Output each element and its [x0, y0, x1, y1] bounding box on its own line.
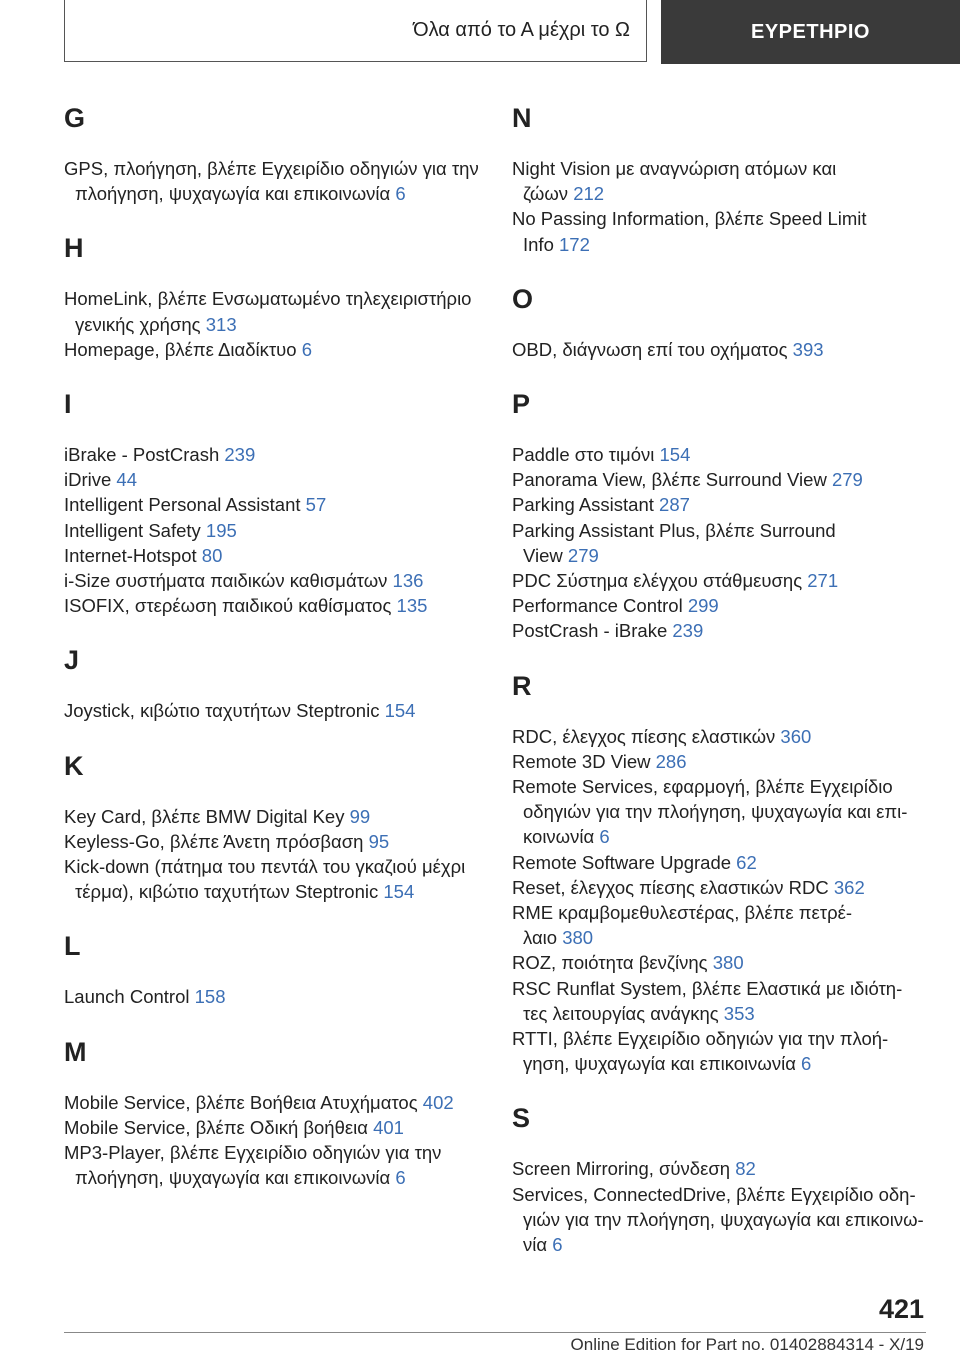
- section-letter: H: [64, 233, 84, 264]
- index-entry: No Passing Information, βλέπε Speed Limit Info 172: [512, 208, 867, 255]
- index-entry: iDrive 44: [64, 469, 137, 491]
- page-link[interactable]: 57: [305, 494, 327, 516]
- page-link[interactable]: 271: [807, 570, 839, 592]
- footer-edition: Online Edition for Part no. 01402884314 - X/19: [570, 1335, 924, 1354]
- section-letter: P: [512, 389, 531, 420]
- index-entry: Paddle στο τιμόνι 154: [512, 444, 691, 466]
- page-link[interactable]: 239: [672, 620, 704, 642]
- index-entry: RSC Runflat System, βλέπε Ελαστικά με ιδιότη- τες λειτουργίας ανάγκης 353: [512, 977, 903, 1024]
- index-entry: MP3-Player, βλέπε Εγχειρίδιο οδηγιών για την πλοήγηση, ψυχαγωγία και επικοινωνία 6: [64, 1142, 442, 1189]
- index-entry: ROZ, ποιότητα βενζίνης 380: [512, 952, 744, 974]
- index-section-o: [512, 271, 942, 362]
- index-entry: Services, ConnectedDrive, βλέπε Εγχειρίδιο οδη- γιών για την πλοήγηση, ψυχαγωγία και επικοινω- νία 6: [512, 1183, 924, 1256]
- page-number: 421: [878, 1294, 924, 1324]
- index-entry: Internet-Hotspot 80: [64, 544, 223, 566]
- index-entry: HomeLink, βλέπε Ενσωματωμένο τηλεχειριστήριο γενικής χρήσης 313: [64, 288, 472, 335]
- section-letter: N: [512, 103, 532, 133]
- page-link[interactable]: 286: [655, 750, 687, 772]
- page-link[interactable]: 82: [735, 1158, 756, 1180]
- section-letter: J: [64, 645, 80, 676]
- section-letter: K: [64, 750, 84, 781]
- page-link[interactable]: 154: [384, 700, 416, 722]
- index-entry: i-Size συστήματα παιδικών καθισμάτων 136: [64, 570, 424, 592]
- index-entry: Homepage, βλέπε Διαδίκτυο 6: [64, 338, 313, 360]
- page-link[interactable]: 401: [373, 1116, 404, 1138]
- index-section-l: [64, 918, 494, 1009]
- page-link[interactable]: 6: [801, 1053, 812, 1075]
- index-entry: Mobile Service, βλέπε Βοήθεια Ατυχήματος 402: [64, 1091, 454, 1113]
- index-entry: Key Card, βλέπε BMW Digital Key 99: [64, 805, 371, 827]
- section-letter: R: [512, 670, 532, 701]
- index-section-s: [512, 1090, 942, 1257]
- index-section-h: [64, 220, 494, 362]
- index-section-g: [64, 90, 494, 206]
- index-column-left: [64, 90, 494, 1190]
- index-entry: GPS, πλοήγηση, βλέπε Εγχειρίδιο οδηγιών για την πλοήγηση, ψυχαγωγία και επικοινωνία 6: [64, 158, 479, 205]
- header-bar: [0, 0, 960, 64]
- section-letter: S: [512, 1103, 531, 1134]
- page-link[interactable]: 353: [723, 1002, 755, 1024]
- index-entry: Launch Control 158: [64, 986, 226, 1008]
- index-entry: Mobile Service, βλέπε Οδική βοήθεια 401: [64, 1116, 404, 1138]
- page-link[interactable]: 313: [205, 313, 237, 335]
- index-entry: Remote Services, εφαρμογή, βλέπε Εγχειρίδιο οδηγιών για την πλοήγηση, ψυχαγωγία και επι- κοινωνία 6: [512, 776, 908, 848]
- page-link[interactable]: 172: [559, 233, 590, 255]
- page-link[interactable]: 279: [831, 469, 863, 491]
- page-link[interactable]: 6: [599, 826, 610, 848]
- page-link[interactable]: 380: [712, 952, 744, 974]
- index-section-r: [512, 658, 942, 1077]
- page-link[interactable]: 6: [395, 1167, 406, 1189]
- index-section-m: [64, 1024, 494, 1191]
- page-link[interactable]: 80: [201, 544, 223, 566]
- index-entry: Remote 3D View 286: [512, 750, 687, 772]
- index-section-i: [64, 376, 494, 618]
- index-entry: Reset, έλεγχος πίεσης ελαστικών RDC 362: [512, 876, 865, 898]
- page-link[interactable]: 360: [780, 725, 812, 747]
- footer-divider: [64, 1332, 926, 1333]
- index-entry: iBrake - PostCrash 239: [64, 444, 256, 466]
- index-entry: Intelligent Safety 195: [64, 519, 237, 541]
- index-entry: Remote Software Upgrade 62: [512, 851, 757, 873]
- index-entry: Joystick, κιβώτιο ταχυτήτων Steptronic 154: [64, 700, 416, 722]
- page-link[interactable]: 154: [383, 881, 415, 903]
- section-letter: O: [512, 283, 534, 314]
- index-entry: Panorama View, βλέπε Surround View 279: [512, 469, 863, 491]
- index-entry: Kick-down (πάτημα του πεντάλ του γκαζιού μέχρι τέρμα), κιβώτιο ταχυτήτων Steptronic 154: [64, 856, 466, 903]
- section-letter: M: [64, 1036, 87, 1067]
- index-entry: Performance Control 299: [512, 595, 719, 617]
- tab-all-a-to-z[interactable]: Όλα από το Α μέχρι το Ω: [64, 0, 647, 62]
- page-link[interactable]: 95: [368, 830, 390, 852]
- page-link[interactable]: 402: [422, 1091, 454, 1113]
- section-letter: G: [64, 103, 86, 133]
- index-entry: OBD, διάγνωση επί του οχήματος 393: [512, 338, 824, 360]
- index-entry: RTTI, βλέπε Εγχειρίδιο οδηγιών για την πλοή- γηση, ψυχαγωγία και επικοινωνία 6: [512, 1028, 889, 1075]
- index-section-k: [64, 738, 494, 905]
- index-entry: Parking Assistant Plus, βλέπε Surround View 279: [512, 519, 836, 566]
- page-link[interactable]: 380: [562, 927, 594, 949]
- index-section-n: [512, 90, 942, 257]
- index-entry: Intelligent Personal Assistant 57: [64, 494, 327, 516]
- page-link[interactable]: 299: [687, 595, 719, 617]
- tab-index[interactable]: ΕΥΡΕΤΗΡΙΟ: [661, 0, 960, 64]
- index-entry: RME κραμβομεθυλεστέρας, βλέπε πετρέ- λαιο 380: [512, 902, 853, 949]
- page-link[interactable]: 44: [116, 469, 137, 491]
- page-link[interactable]: 62: [736, 851, 757, 873]
- section-letter: I: [64, 389, 72, 420]
- index-section-j: [64, 632, 494, 723]
- index-section-p: [512, 376, 942, 644]
- page-link[interactable]: 287: [659, 494, 690, 516]
- page-link[interactable]: 6: [301, 338, 313, 360]
- page-link[interactable]: 6: [395, 183, 406, 205]
- index-entry: Screen Mirroring, σύνδεση 82: [512, 1158, 756, 1180]
- index-entry: ISOFIX, στερέωση παιδικού καθίσματος 135: [64, 595, 428, 617]
- page-link[interactable]: 135: [396, 595, 428, 617]
- index-entry: Parking Assistant 287: [512, 494, 690, 516]
- page-link[interactable]: 158: [194, 986, 226, 1008]
- page-link[interactable]: 279: [567, 544, 599, 566]
- page-link[interactable]: 154: [659, 444, 691, 466]
- index-entry: RDC, έλεγχος πίεσης ελαστικών 360: [512, 725, 812, 747]
- page-link[interactable]: 393: [792, 338, 824, 360]
- index-entry: Night Vision με αναγνώριση ατόμων και ζώων 212: [512, 158, 837, 205]
- page-link[interactable]: 99: [349, 805, 371, 827]
- page-link[interactable]: 239: [224, 444, 256, 466]
- page-link[interactable]: 195: [205, 519, 237, 541]
- section-letter: L: [64, 931, 81, 962]
- page-link[interactable]: 6: [552, 1234, 563, 1256]
- index-entry: PDC Σύστημα ελέγχου στάθμευσης 271: [512, 570, 839, 592]
- index-entry: Keyless-Go, βλέπε Άνετη πρόσβαση 95: [64, 830, 390, 852]
- index-entry: PostCrash - iBrake 239: [512, 620, 704, 642]
- page-link[interactable]: 136: [392, 570, 424, 592]
- page-link[interactable]: 212: [573, 183, 605, 205]
- page-link[interactable]: 362: [833, 876, 865, 898]
- index-column-right: [512, 90, 942, 1257]
